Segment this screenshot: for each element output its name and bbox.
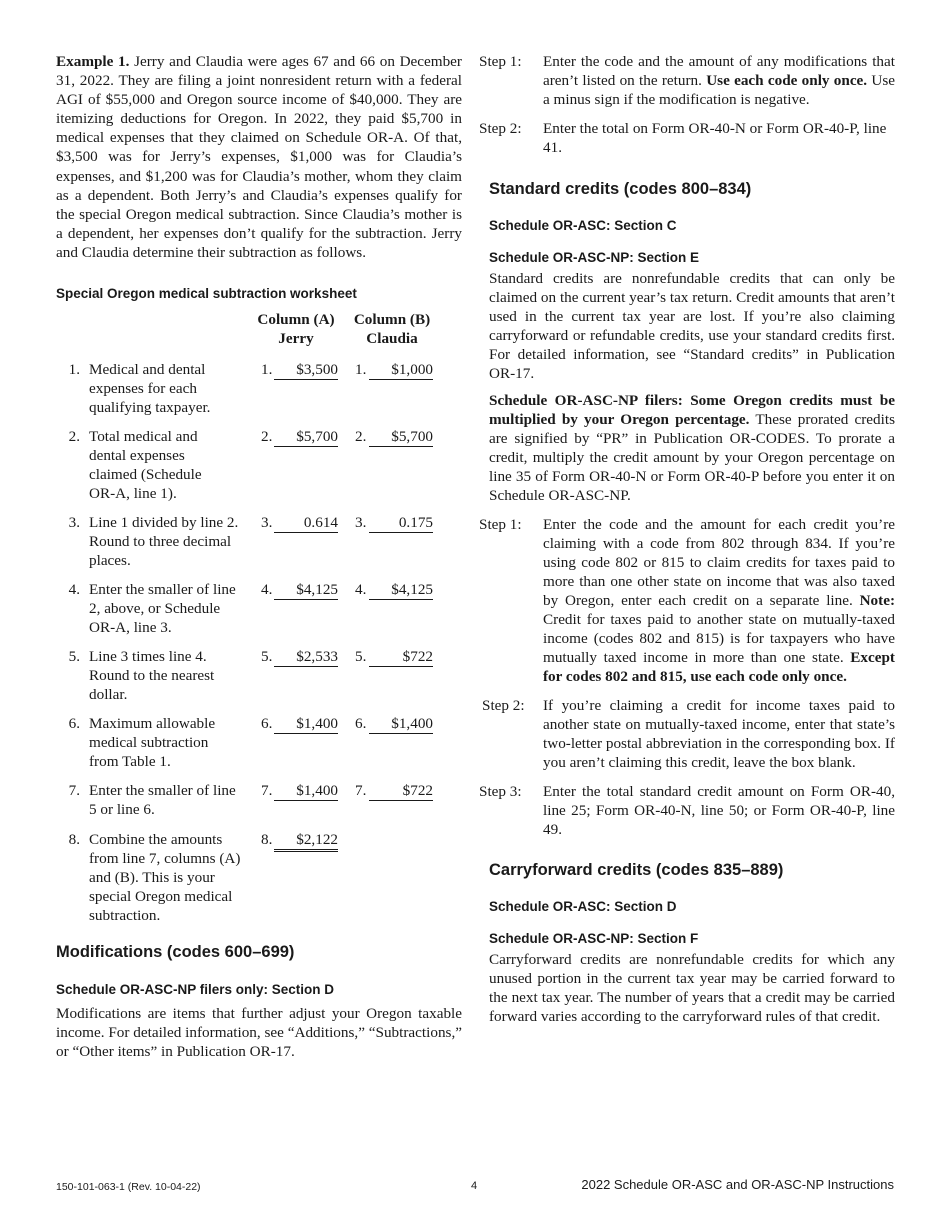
col-a-line-number: 1. <box>261 361 273 379</box>
modifications-step-2 <box>479 119 895 157</box>
footer-doc-title: 2022 Schedule OR-ASC and OR-ASC-NP Instructions <box>581 1177 894 1192</box>
col-b-value: $1,400 <box>369 714 433 734</box>
right-column <box>479 52 895 1026</box>
col-b-value: $722 <box>369 647 433 667</box>
standard-credits-paragraph: Standard credits are nonrefundable credits that can only be claimed on the current year’s tax return. Credit amounts that aren’t used in the current tax year are lost. If you’re also claiming carryforward or refundable credits, use your standard credits first. For detailed information, see “Standard credits” in Publication OR-17. <box>489 270 895 382</box>
carryforward-sub-1: Schedule OR-ASC: Section D <box>489 899 677 914</box>
row-number: 1. <box>68 361 80 379</box>
step-text-part: Use a minus sign if the modification is negative. <box>543 72 895 108</box>
col-a-line-number: 5. <box>261 648 273 666</box>
row-description: Enter the smaller of line 2, above, or Schedule OR-A, line 3. <box>89 581 236 637</box>
step-text: Enter the total on Form OR-40-N or Form OR-40-P, line 41. <box>543 120 887 156</box>
step-label: Step 1: <box>479 53 522 70</box>
col-b-line-number: 2. <box>355 428 367 446</box>
example-paragraph <box>56 52 462 262</box>
step-text-part: Enter the code and the amount of any modifications that aren’t listed on the return. <box>543 53 895 89</box>
column-a-title: Column (A) <box>257 311 335 329</box>
col-a-line-number: 2. <box>261 428 273 446</box>
footer-form-id: 150-101-063-1 (Rev. 10-04-22) <box>56 1181 201 1193</box>
modifications-heading: Modifications (codes 600–699) <box>56 943 295 962</box>
row-description: Medical and dental expenses for each qualifying taxpayer. <box>89 361 211 417</box>
row-description: Total medical and dental expenses claimed (Schedule OR-A, line 1). <box>89 428 202 503</box>
footer-page-number: 4 <box>471 1180 478 1192</box>
col-b-value: $5,700 <box>369 427 433 447</box>
col-b-value: $1,000 <box>369 360 433 380</box>
col-a-line-number: 4. <box>261 581 273 599</box>
col-b-value: 0.175 <box>369 513 433 533</box>
row-description: Maximum allowable medical subtraction from Table 1. <box>89 715 216 771</box>
row-description: Line 3 times line 4. Round to the nearest dollar. <box>89 648 215 704</box>
standard-step-3 <box>479 782 895 839</box>
row-description: Line 1 divided by line 2. Round to three decimal places. <box>89 514 239 570</box>
row-number: 2. <box>68 428 80 446</box>
standard-credits-heading: Standard credits (codes 800–834) <box>489 180 752 198</box>
col-a-value: $1,400 <box>274 714 338 734</box>
col-a-line-number: 8. <box>261 831 273 849</box>
left-column <box>56 52 462 1061</box>
standard-step-2 <box>479 696 895 772</box>
step-note: Note: <box>859 592 895 609</box>
step-text-bold: Use each code only once. <box>706 72 868 89</box>
step-label: Step 2: <box>482 697 525 714</box>
row-number: 8. <box>68 831 80 849</box>
row-description: Combine the amounts from line 7, columns (A) and (B). This is your special Oregon medical subtraction. <box>89 831 241 925</box>
col-b-line-number: 4. <box>355 581 367 599</box>
row-description: Enter the smaller of line 5 or line 6. <box>89 782 236 819</box>
row-number: 6. <box>68 715 80 733</box>
step-label: Step 2: <box>479 120 522 137</box>
col-b-line-number: 1. <box>355 361 367 379</box>
step-label: Step 1: <box>479 516 522 533</box>
col-a-value: $5,700 <box>274 427 338 447</box>
carryforward-sub-2: Schedule OR-ASC-NP: Section F <box>489 931 699 946</box>
row-number: 3. <box>68 514 80 532</box>
column-b-header <box>348 310 436 348</box>
example-label: Example 1. <box>56 53 130 70</box>
step-text <box>543 515 895 686</box>
col-a-value-total: $2,122 <box>274 830 338 852</box>
col-a-value: $3,500 <box>274 360 338 380</box>
standard-credits-sub-2: Schedule OR-ASC-NP: Section E <box>489 250 700 265</box>
row-number: 7. <box>68 782 80 800</box>
carryforward-paragraph: Carryforward credits are nonrefundable credits for which any unused portion in the current tax year may be carried forward to the next tax year. The number of years that a credit may be carried forward varies according to the carryforward rules of that credit. <box>489 951 895 1025</box>
modifications-paragraph: Modifications are items that further adjust your Oregon taxable income. For detailed information, see “Additions,” “Subtractions,” or “Other items” in Publication OR-17. <box>56 1005 462 1061</box>
col-a-line-number: 6. <box>261 715 273 733</box>
row-number: 5. <box>68 648 80 666</box>
col-b-line-number: 6. <box>355 715 367 733</box>
row-number: 4. <box>68 581 80 599</box>
col-b-line-number: 3. <box>355 514 367 532</box>
column-a-header <box>252 310 340 348</box>
column-b-title: Column (B) <box>353 311 431 329</box>
step-text-part: Credit for taxes paid to another state on mutually-taxed income (codes 802 and 815) is for taxpayers who have mutually taxed income in more than one state. <box>543 611 895 666</box>
np-filers-text: These prorated credits are signified by “PR” in Publication OR-CODES. To prorate a credit, multiply the credit amount by your Oregon percentage on line 35 of Form OR-40-N or Form OR-40-P before you enter it on Schedule OR-ASC-NP. <box>489 411 895 504</box>
col-a-value: $1,400 <box>274 781 338 801</box>
standard-credits-sub-1: Schedule OR-ASC: Section C <box>489 218 677 233</box>
column-a-name: Jerry <box>278 330 314 348</box>
np-filers-paragraph <box>489 391 895 505</box>
col-b-line-number: 7. <box>355 782 367 800</box>
col-a-value: 0.614 <box>274 513 338 533</box>
step-text <box>543 52 895 109</box>
step-text-bold: Except for codes 802 and 815, use each code only once. <box>543 649 895 685</box>
col-b-value: $4,125 <box>369 580 433 600</box>
col-a-line-number: 7. <box>261 782 273 800</box>
np-filers-bold: Schedule OR-ASC-NP filers: Some Oregon credits must be multiplied by your Oregon percentage. <box>489 392 895 428</box>
example-text: Jerry and Claudia were ages 67 and 66 on December 31, 2022. They are filing a joint nonresident return with a federal AGI of $55,000 and Oregon source income of $40,000. They are itemizing deductions for Oregon. In 2022, they paid $5,700 in medical expenses that they claimed on Schedule OR-A. Of that, $3,500 was for Jerry’s expenses, $1,000 was for Claudia’s expenses, and $1,200 was for Claudia’s mother, whom they claim as a dependent. Both Jerry’s and Claudia’s expenses qualify for the special Oregon medical subtraction. Since Claudia’s mother is a dependent, her expenses don’t qualify for the subtraction. Jerry and Claudia determine their subtraction as follows. <box>56 53 462 261</box>
worksheet-title: Special Oregon medical subtraction worksheet <box>56 286 357 302</box>
step-text-part: Enter the code and the amount for each credit you’re claiming with a code from 802 through 834. If you’re using code 802 or 815 to claim credits for taxes paid to more than one other state on income that was also taxed by Oregon, enter each credit on a separate line. <box>543 516 895 609</box>
standard-step-1 <box>479 515 895 686</box>
step-text: If you’re claiming a credit for income taxes paid to another state on mutually-taxed income, enter that state’s two-letter postal abbreviation in the corresponding box. If you aren’t claiming this credit, leave the box blank. <box>543 697 895 771</box>
column-b-name: Claudia <box>366 330 418 348</box>
col-a-line-number: 3. <box>261 514 273 532</box>
col-a-value: $2,533 <box>274 647 338 667</box>
medical-subtraction-worksheet <box>56 310 462 927</box>
col-a-value: $4,125 <box>274 580 338 600</box>
col-b-value: $722 <box>369 781 433 801</box>
modifications-step-1 <box>479 52 895 109</box>
step-label: Step 3: <box>479 783 522 800</box>
carryforward-heading: Carryforward credits (codes 835–889) <box>489 861 784 879</box>
step-text: Enter the total standard credit amount on Form OR-40, line 25; Form OR-40-N, line 50; or Form OR-40-P, line 49. <box>543 783 895 838</box>
modifications-subheading: Schedule OR-ASC-NP filers only: Section D <box>56 982 335 998</box>
col-b-line-number: 5. <box>355 648 367 666</box>
